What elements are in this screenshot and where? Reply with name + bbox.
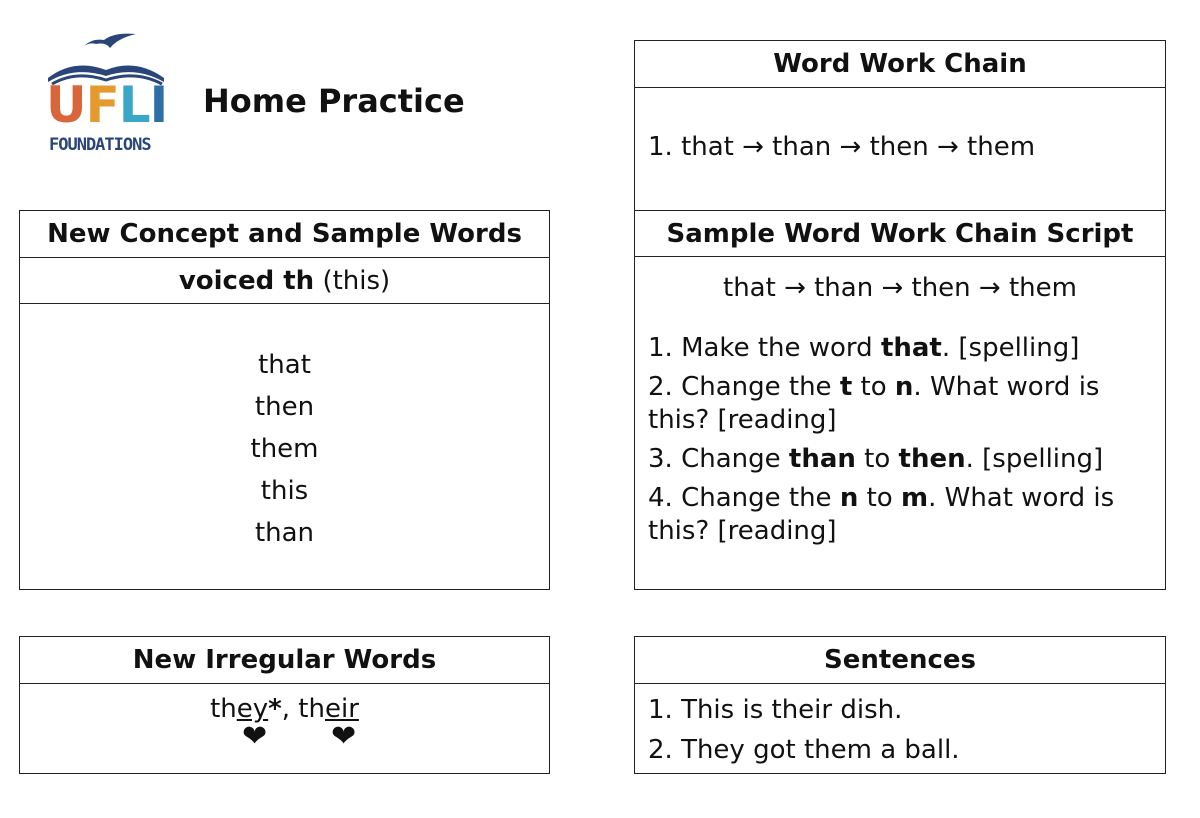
sample-word: than bbox=[254, 518, 315, 548]
chain-heading: Word Work Chain bbox=[635, 41, 1165, 88]
sentence-item: 2. They got them a ball. bbox=[648, 735, 960, 765]
sentence-item: 1. This is their dish. bbox=[648, 695, 903, 725]
heart-icon: ❤ bbox=[331, 719, 357, 754]
concept-row bbox=[20, 258, 549, 304]
sample-word: then bbox=[254, 392, 315, 422]
logo-letters bbox=[46, 76, 168, 134]
script-step-3: 3. Change than to then. [spelling] bbox=[648, 444, 1104, 474]
irregular-words: they*, their bbox=[210, 694, 359, 724]
script-heading: Sample Word Work Chain Script bbox=[635, 211, 1165, 257]
script-chain: that → than → then → them bbox=[723, 273, 1077, 303]
irregular-heading: New Irregular Words bbox=[20, 637, 549, 684]
sample-word: this bbox=[260, 476, 309, 506]
heart-icon: ❤ bbox=[242, 719, 268, 754]
script-step-4: 4. Change the n to m. What word is this? [reading] bbox=[648, 483, 1115, 546]
page-title: Home Practice bbox=[203, 82, 465, 120]
underlined-part: ey bbox=[236, 694, 269, 724]
sample-words bbox=[20, 304, 549, 554]
concept-heading: New Concept and Sample Words bbox=[20, 211, 549, 258]
script-step-1: 1. Make the word that. [spelling] bbox=[648, 333, 1080, 363]
chain-item: 1. that → than → then → them bbox=[635, 88, 1165, 211]
sample-word: that bbox=[258, 350, 311, 380]
script-step-2: 2. Change the t to n. What word is this? [reading] bbox=[648, 372, 1100, 435]
sentences-box bbox=[634, 636, 1166, 774]
logo-letter-u: U bbox=[46, 76, 86, 134]
logo-subtitle: FOUNDATIONS bbox=[49, 135, 151, 155]
logo-letter-l: L bbox=[118, 76, 150, 134]
underlined-part: eir bbox=[324, 694, 359, 724]
concept-box bbox=[19, 210, 550, 590]
word-work-box bbox=[634, 40, 1166, 590]
sentences-list bbox=[635, 684, 1165, 767]
ufli-logo bbox=[44, 30, 169, 160]
logo-letter-f: F bbox=[85, 76, 119, 134]
logo-letter-i: I bbox=[149, 76, 168, 134]
sentences-heading: Sentences bbox=[635, 637, 1165, 684]
irregular-box bbox=[19, 636, 550, 774]
concept-example: (this) bbox=[314, 265, 391, 296]
concept-bold: voiced th bbox=[178, 265, 315, 296]
script-steps bbox=[635, 319, 1165, 548]
sample-word: them bbox=[250, 434, 319, 464]
